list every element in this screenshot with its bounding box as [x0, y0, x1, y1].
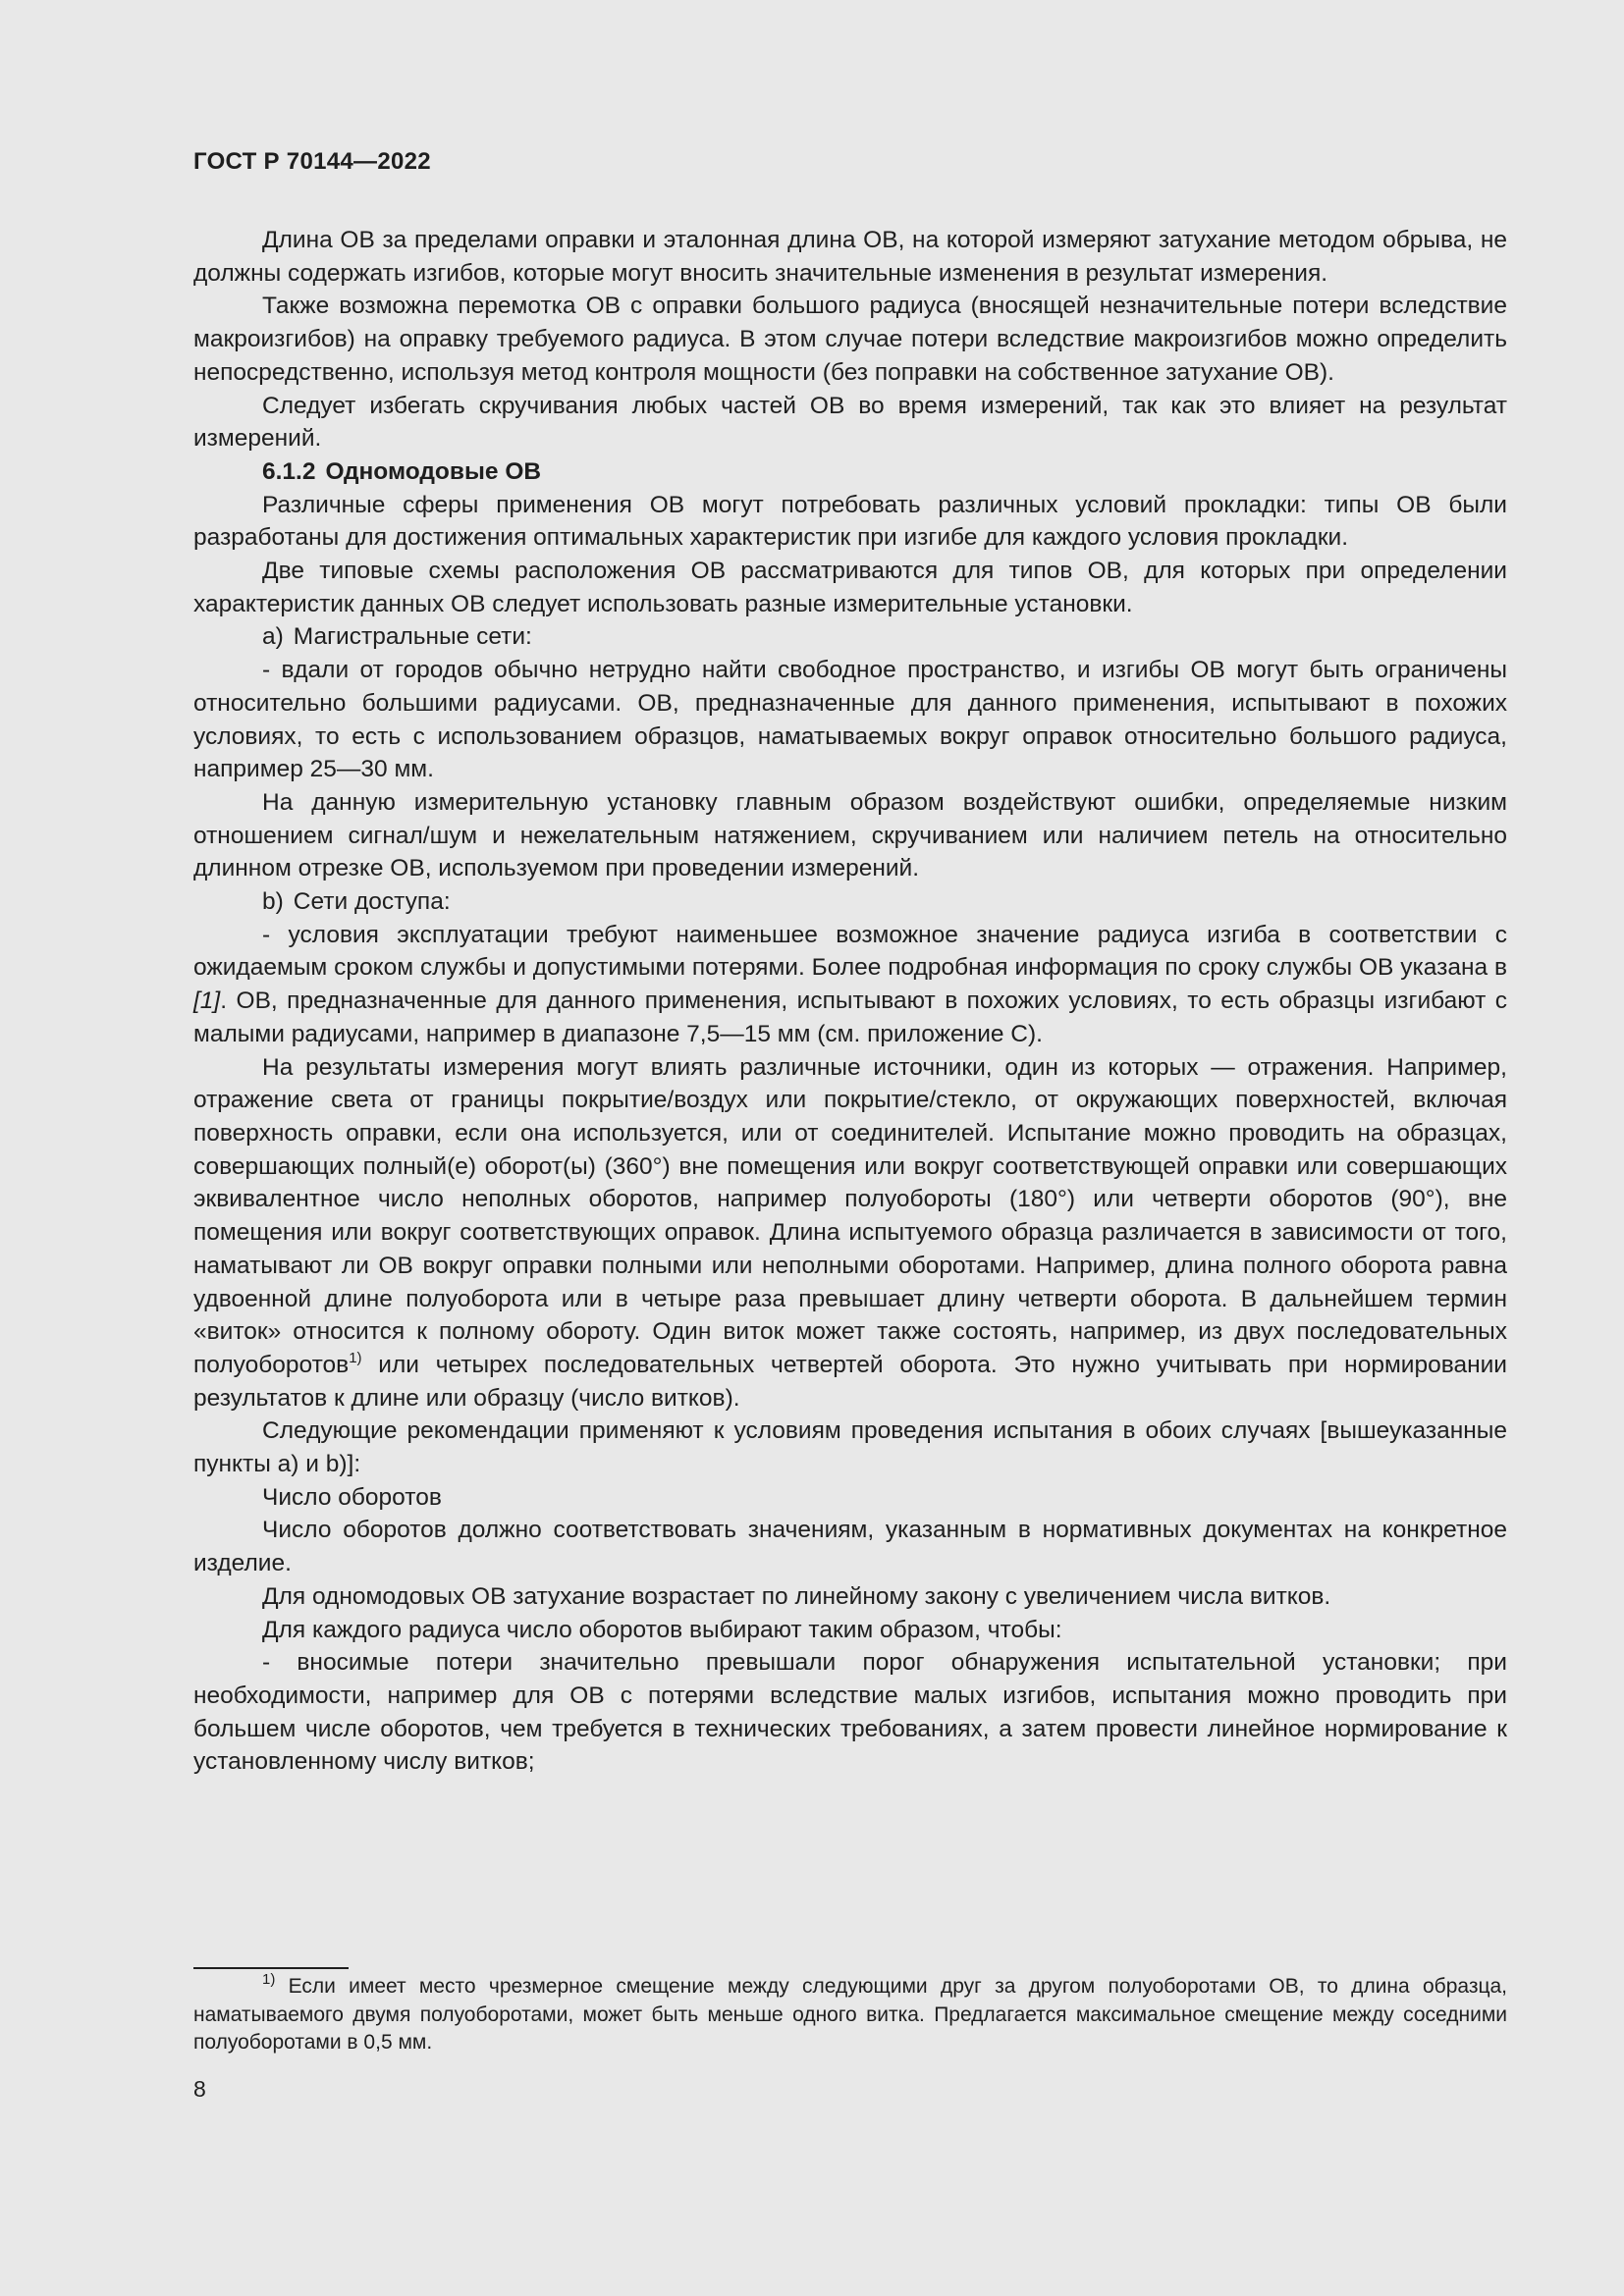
footnote-marker: 1): [262, 1971, 276, 1988]
footnote: [193, 1973, 1507, 2057]
subheading: Число оборотов: [262, 1483, 442, 1511]
page-number: 8: [193, 2076, 206, 2102]
list-item-a: [193, 620, 1507, 654]
document-header: ГОСТ Р 70144—2022: [193, 148, 431, 175]
paragraph: Для каждого радиуса число оборотов выбирают таким образом, чтобы:: [262, 1616, 1062, 1643]
text-run: . ОВ, предназначенные для данного применения, испытывают в похожих условиях, то есть образцы изгибают с малыми радиусами, например в диапазоне 7,5—15 мм (см. приложение C).: [193, 988, 1507, 1047]
list-item-b: [193, 885, 1507, 919]
paragraph: Для одномодовых ОВ затухание возрастает по линейному закону с увеличением числа витков.: [262, 1582, 1331, 1610]
paragraph: - вносимые потери значительно превышали порог обнаружения испытательной установки; при необходимости, например для ОВ с потерями вследствие малых изгибов, испытания можно проводить при большем числе оборотов, чем требуется в технических требованиях, а затем провести линейное нормирование к установленному числу витков;: [193, 1649, 1507, 1776]
text-run: или четырех последовательных четвертей оборота. Это нужно учитывать при нормировании результатов к длине или образцу (число витков).: [193, 1351, 1507, 1412]
paragraph: Также возможна перемотка ОВ с оправки большого радиуса (вносящей незначительные потери вследствие макроизгибов) на оправку требуемого радиуса. В этом случае потери вследствие макроизгибов можно определить непосредственно, используя метод контроля мощности (без поправки на собственное затухание ОВ).: [193, 293, 1507, 386]
footnote-text: [193, 1973, 1507, 2057]
document-body: [193, 224, 1507, 1779]
section-heading: [193, 455, 1507, 489]
list-item-label: Сети доступа:: [293, 888, 451, 916]
paragraph: - вдали от городов обычно нетрудно найти свободное пространство, и изгибы ОВ могут быть ограничены относительно большими радиусами. ОВ, предназначенные для данного применения, испытывают в похожих условиях, то есть с использованием образцов, наматываемых вокруг оправок относительно большого радиуса, например 25—30 мм.: [193, 657, 1507, 783]
paragraph: [193, 1051, 1507, 1415]
paragraph: Следующие рекомендации применяют к условиям проведения испытания в обоих случаях [вышеуказанные пункты a) и b)]:: [193, 1417, 1507, 1478]
paragraph: Различные сферы применения ОВ могут потребовать различных условий прокладки: типы ОВ были разработаны для достижения оптимальных характеристик при изгибе для каждого условия прокладки.: [193, 491, 1507, 552]
list-item-label: Магистральные сети:: [293, 623, 532, 651]
list-marker: a): [262, 623, 284, 651]
paragraph: Две типовые схемы расположения ОВ рассматриваются для типов ОВ, для которых при определении характеристик данных ОВ следует использовать разные измерительные установки.: [193, 558, 1507, 617]
section-title: Одномодовые ОВ: [325, 457, 542, 485]
text-run: - условия эксплуатации требуют наименьшее возможное значение радиуса изгиба в соответствии с ожидаемым сроком службы и допустимыми потерями. Более подробная информация по сроку службы ОВ указана в: [193, 921, 1507, 982]
list-marker: b): [262, 888, 284, 916]
paragraph: [193, 919, 1507, 1051]
paragraph: На данную измерительную установку главным образом воздействуют ошибки, определяемые низким отношением сигнал/шум и нежелательным натяжением, скручиванием или наличием петель на относительно длинном отрезке ОВ, используемом при проведении измерений.: [193, 788, 1507, 882]
paragraph: Следует избегать скручивания любых частей ОВ во время измерений, так как это влияет на результат измерений.: [193, 392, 1507, 453]
bibliography-reference: [1]: [193, 988, 221, 1015]
section-number: 6.1.2: [262, 457, 316, 485]
footnote-reference: 1): [349, 1349, 362, 1366]
text-run: На результаты измерения могут влиять различные источники, один из которых — отражения. Например, отражение света от границы покрытие/воздух или покрытие/стекло, от окружающих поверхностей, включая поверхность оправки, если она используется, или от соединителей. Испытание можно проводить на образцах, совершающих полный(е) оборот(ы) (360°) вне помещения или вокруг соответствующей оправки или совершающих эквивалентное число неполных оборотов, например полуобороты (180°) или четверти оборотов (90°), вне помещения или вокруг соответствующих оправок. Длина испытуемого образца различается в зависимости от того, наматывают ли ОВ вокруг оправки полными или неполными оборотами. Например, длина полного оборота равна удвоенной длине полуоборота или в четыре раза превышает длину четверти оборота. В дальнейшем термин «виток» относится к полному обороту. Один виток может также состоять, например, из двух последовательных полуоборотов: [193, 1053, 1507, 1378]
footnote-divider: [193, 1967, 349, 1969]
paragraph: Число оборотов должно соответствовать значениям, указанным в нормативных документах на конкретное изделие.: [193, 1517, 1507, 1577]
text-run: Если имеет место чрезмерное смещение между следующими друг за другом полуоборотами ОВ, то длина образца, наматываемого двумя полуоборотами, может быть меньше одного витка. Предлагается максимальное смещение между соседними полуоборотами в 0,5 мм.: [193, 1975, 1507, 2054]
paragraph: Длина ОВ за пределами оправки и эталонная длина ОВ, на которой измеряют затухание методом обрыва, не должны содержать изгибов, которые могут вносить значительные изменения в результат измерения.: [193, 227, 1507, 287]
